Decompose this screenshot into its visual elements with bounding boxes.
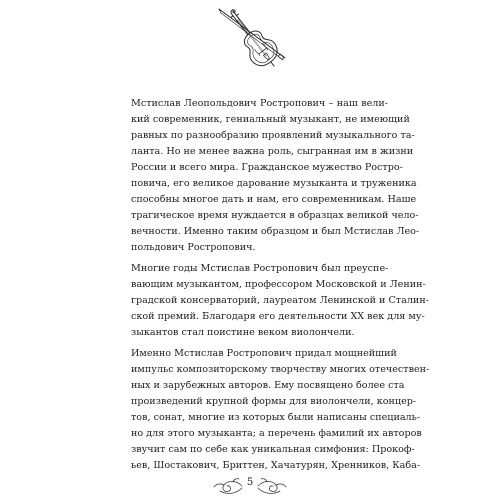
page-number: 5 [246,477,254,488]
text-line: но для этого музыканта; а перечень фамилий их авторов [131,428,422,439]
text-line: повича, его великое дарование музыканта и труженика [131,178,417,189]
text-line: произведений крупной формы для виолончели, концер- [131,396,417,407]
body-text [118,96,430,479]
text-line: кий современник, гениальный музыкант, не имеющий [131,114,410,125]
page-footer [200,474,300,498]
text-line: польдович Ростропович. [131,242,256,253]
paragraph [118,261,429,341]
cello-with-bow-icon [205,0,295,72]
text-line: равных по разнообразию проявлений музыкального та- [131,130,415,141]
text-line: зыкантов стал поистине веком виолончели. [131,327,355,338]
text-line: импульс композиторскому творчеству многих отечествен- [131,364,430,375]
text-line: Именно Мстислав Ростропович придал мощнейший [131,348,397,359]
text-line: вающим музыкантом, профессором Московской и Ленин- [131,279,426,290]
paragraph [118,96,420,256]
text-line: тов, сонат, многие из которых были написаны специаль- [131,412,421,423]
text-line: ьев, Шостакович, Бриттен, Хачатурян, Хренников, Каба- [131,460,421,471]
text-line: ской премий. Благодаря его деятельности XX век для му- [131,311,425,322]
text-line: ланта. Но не менее важна роль, сыгранная им в жизни [131,146,414,157]
text-line: Многие годы Мстислав Ростропович был преуспе- [131,263,389,274]
text-line: Мстислав Леопольдович Ростропович – наш вели- [131,98,388,109]
text-line: вечности. Именно таким образцом и был Мстислав Лео- [131,226,420,237]
paragraph [118,346,430,474]
text-line: трагическое время нуждается в образцах великой чело- [131,210,419,221]
text-line: градской консерваторий, лауреатом Ленинской и Сталин- [131,295,429,306]
text-line: России и всего мира. Гражданское мужество Ростро- [131,162,403,173]
text-line: звучит сам по себе как уникальная симфония: Прокоф- [131,444,415,455]
text-line: ных и зарубежных авторов. Ему посвящено более ста [131,380,405,391]
text-line: способны многое дать и нам, его современникам. Наше [131,194,417,205]
